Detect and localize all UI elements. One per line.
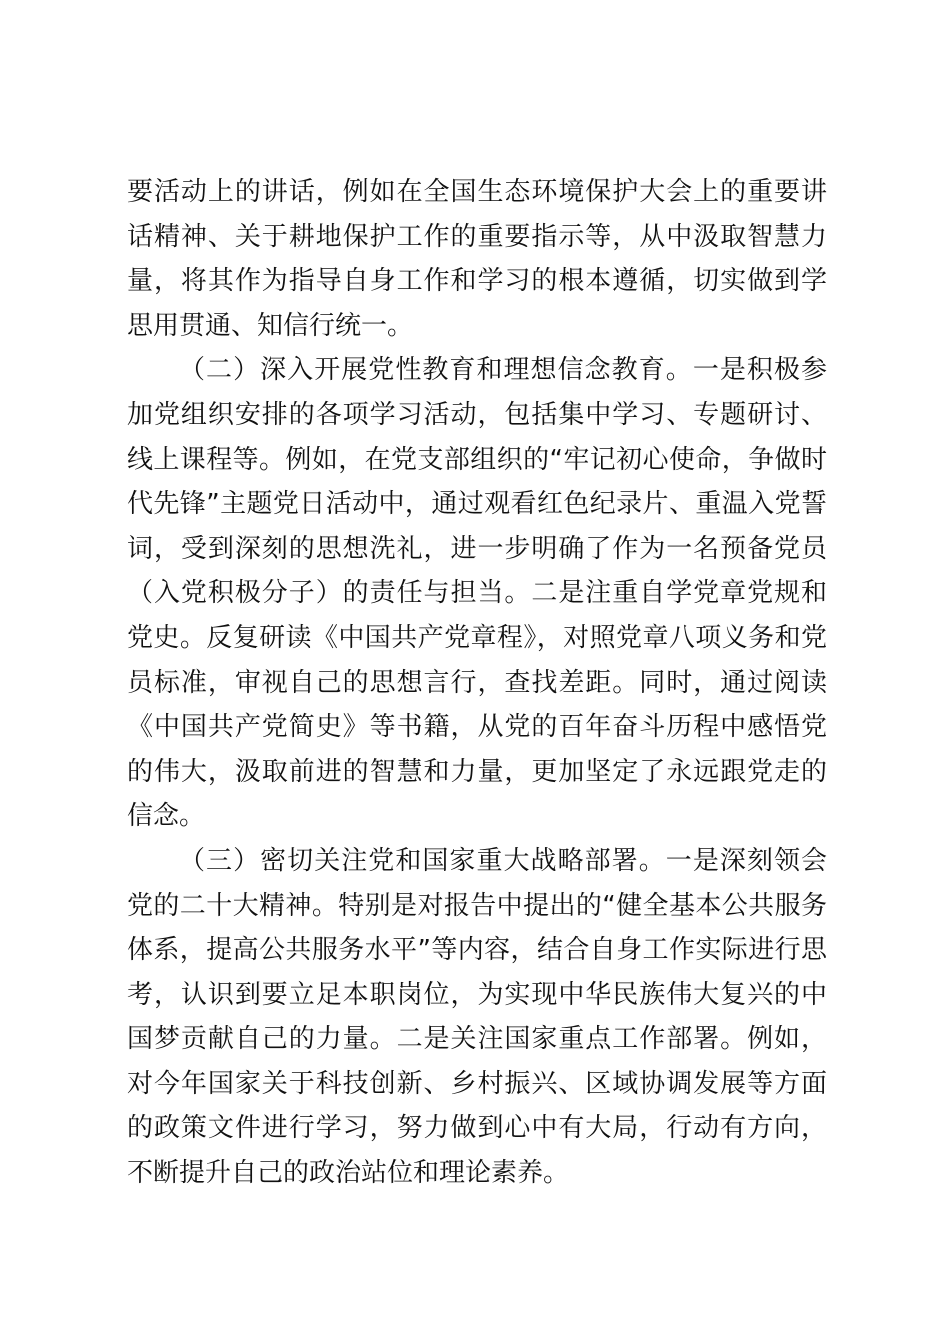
paragraph-2: （二）深入开展党性教育和理想信念教育。一是积极参加党组织安排的各项学习活动，包括集中学习、专题研讨、线上课程等。例如，在党支部组织的“牢记初心使命，争做时代先锋”主题党日活动中，通过观看红色纪录片、重温入党誓词，受到深刻的思想洗礼，进一步明确了作为一名预备党员（入党积极分子）的责任与担当。二是注重自学党章党规和党史。反复研读《中国共产党章程》，对照党章八项义务和党员标准，审视自己的思想言行，查找差距。同时，通过阅读《中国共产党简史》等书籍，从党的百年奋斗历程中感悟党的伟大，汲取前进的智慧和力量，更加坚定了永远跟党走的信念。 xyxy=(127,355,827,832)
paragraph-3: （三）密切关注党和国家重大战略部署。一是深刻领会党的二十大精神。特别是对报告中提出的“健全基本公共服务体系，提高公共服务水平”等内容，结合自身工作实际进行思考，认识到要立足本职岗位，为实现中华民族伟大复兴的中国梦贡献自己的力量。二是关注国家重点工作部署。例如，对今年国家关于科技创新、乡村振兴、区域协调发展等方面的政策文件进行学习，努力做到心中有大局，行动有方向，不断提升自己的政治站位和理论素养。 xyxy=(127,845,827,1189)
paragraph-1: 要活动上的讲话，例如在全国生态环境保护大会上的重要讲话精神、关于耕地保护工作的重要指示等，从中汲取智慧力量，将其作为指导自身工作和学习的根本遵循，切实做到学思用贯通、知信行统一。 xyxy=(127,177,827,341)
body-text xyxy=(127,170,827,1196)
